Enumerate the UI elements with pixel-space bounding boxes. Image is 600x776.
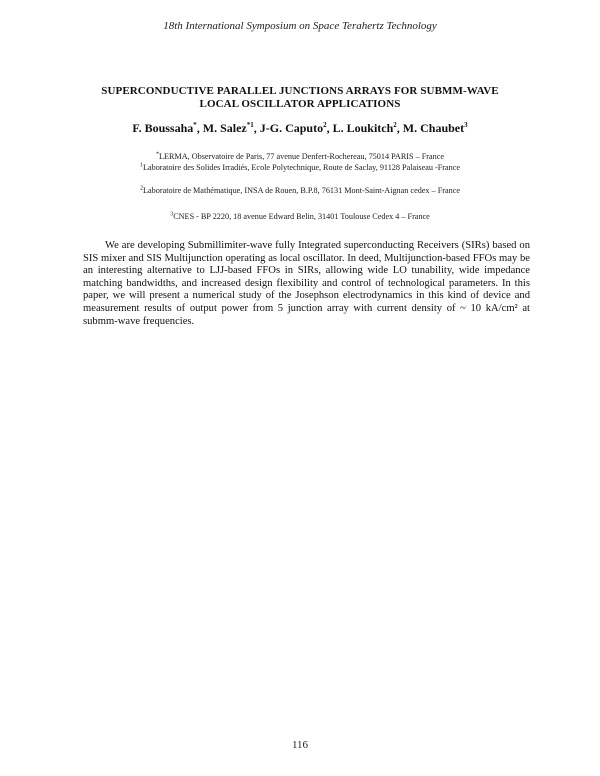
author-2 (203, 121, 254, 135)
running-header: 18th International Symposium on Space Terahertz Technology (163, 20, 437, 32)
author-3 (260, 121, 327, 135)
affiliation-mark: * (155, 151, 159, 158)
affiliation-text: Laboratoire de Mathématique, INSA de Rouen, B.P.8, 76131 Mont-Saint-Aignan cedex – France (143, 186, 460, 195)
paper-title-line-2: LOCAL OSCILLATOR APPLICATIONS (199, 98, 401, 110)
author-affiliation-mark: * (193, 121, 197, 129)
author-affiliation-mark: 2 (323, 121, 327, 129)
affiliation-mark: 3 (170, 211, 174, 218)
author-affiliation-mark: *1 (246, 121, 254, 129)
author-affiliation-mark: 3 (464, 121, 468, 129)
affiliation-1 (40, 151, 560, 162)
page-number: 116 (291, 739, 309, 751)
author-name: L. Loukitch (332, 121, 394, 135)
author-name: F. Boussaha (132, 121, 194, 135)
author-list: F. Boussaha*, M. Salez$^{*1}$, J-G. Caputo$^2$, L. Loukitch$^2$, M. Chaubet$^3$ (132, 121, 468, 135)
affiliation-mark: 1 (139, 162, 143, 169)
abstract-paragraph: We are developing Submillimiter-wave fully Integrated superconducting Receivers (SIRs) based on SIS mixer and SIS Multijunction operating as local oscillator. In deed, Multijunction-based FFOs may be an interesting alternative to LJJ-based FFOs in SIRs, allowing wide LO tunability, wide impedance matching bandwidths, and increased design flexibility and control of technological parameters. In this paper, we will present a numerical study of the Josephson electrodynamics in this kind of device and measurement results of output power from 5 junction array with current density of ~ 10 kA/cm² at submm-wave frequencies. (83, 240, 530, 327)
paper-title (60, 85, 540, 111)
affiliation-2 (40, 162, 560, 173)
affiliation-3 (40, 185, 560, 196)
affiliation-text: LERMA, Observatoire de Paris, 77 avenue Denfert-Rochereau, 75014 PARIS – France (158, 152, 445, 161)
paper-title-line-1: SUPERCONDUCTIVE PARALLEL JUNCTIONS ARRAYS FOR SUBMM-WAVE (101, 85, 499, 97)
author-name: M. Salez (202, 121, 247, 135)
affiliation-4 (40, 211, 560, 222)
affiliation-text: CNES - BP 2220, 18 avenue Edward Belin, 31401 Toulouse Cedex 4 – France (173, 212, 430, 221)
author-affiliation-mark: 2 (393, 121, 397, 129)
affiliation-mark: 2 (140, 185, 144, 192)
author-4 (333, 121, 397, 135)
author-name: J-G. Caputo (259, 121, 324, 135)
author-5 (403, 121, 468, 135)
author-name: M. Chaubet (402, 121, 465, 135)
affiliation-text: Laboratoire des Solides Irradiés, Ecole Polytechnique, Route de Saclay, 91128 Palaiseau -France (142, 163, 460, 172)
author-1 (132, 121, 196, 135)
